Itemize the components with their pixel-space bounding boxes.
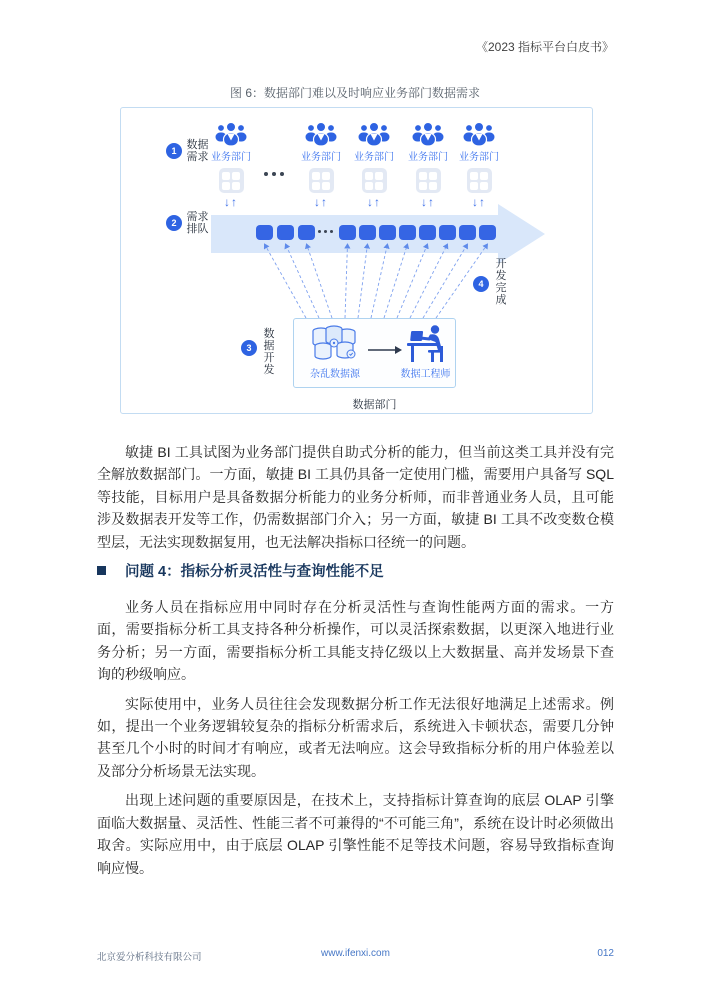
paragraph: 出现上述问题的重要原因是，在技术上，支持指标计算查询的底层 OLAP 引擎面临大数据量、灵活性、性能三者不可兼得的“不可能三角”，系统在设计时必须做出取舍。实际应用中，由于底层 OLAP 引擎性能不足等技术问题，容易导致指标查询响应慢。 [97, 792, 614, 876]
queued-request [439, 225, 456, 240]
updown-arrows-icon: ↓↑ [472, 195, 486, 209]
figure-caption: 图 6：数据部门难以及时响应业务部门数据需求 [229, 86, 480, 100]
data-engineer-group [398, 323, 453, 380]
step-4-label: 开发完成 [495, 258, 507, 306]
request-grid-icon [467, 168, 492, 193]
queued-request [459, 225, 476, 240]
request-grid-icon [309, 168, 334, 193]
queued-request [379, 225, 396, 240]
queued-request [277, 225, 294, 240]
figure-6-diagram [120, 107, 593, 414]
data-engineer-icon [404, 323, 448, 363]
business-dept-label: 业务部门 [459, 152, 499, 163]
step-2-badge: 2 [166, 215, 182, 231]
step-1-label: 数据需求 [186, 139, 209, 163]
data-dept-label: 数据部门 [352, 399, 397, 411]
updown-arrows-icon: ↓↑ [367, 195, 381, 209]
messy-source-group [302, 323, 368, 380]
queued-request [339, 225, 356, 240]
footer-url: www.ifenxi.com [321, 948, 390, 959]
queued-request [479, 225, 496, 240]
people-group-icon [461, 121, 497, 147]
data-dept-box [293, 318, 456, 388]
request-grid-icon [219, 168, 244, 193]
flow-arrow-icon [368, 345, 402, 355]
ellipsis-dots [318, 230, 333, 233]
queued-request [399, 225, 416, 240]
people-group-icon [356, 121, 392, 147]
step-3-label: 数据开发 [263, 328, 275, 376]
people-group-icon [303, 121, 339, 147]
business-dept-label: 业务部门 [354, 152, 394, 163]
footer-page-number: 012 [597, 948, 614, 959]
business-dept-label: 业务部门 [211, 152, 251, 163]
business-dept-group [344, 121, 404, 208]
data-engineer-label: 数据工程师 [400, 369, 451, 380]
queued-request [256, 225, 273, 240]
queued-request [298, 225, 315, 240]
heading-text: 问题 4：指标分析灵活性与查询性能不足 [125, 564, 384, 581]
business-dept-group [201, 121, 261, 208]
step-4-badge: 4 [473, 276, 489, 292]
step-1-badge: 1 [166, 143, 182, 159]
queued-request [359, 225, 376, 240]
request-grid-icon [362, 168, 387, 193]
problem-4-heading [97, 560, 614, 581]
step-2-label: 需求排队 [186, 211, 209, 235]
business-dept-group [291, 121, 351, 208]
paragraph: 敏捷 BI 工具试图为业务部门提供自助式分析的能力，但当前这类工具并没有完全解放数据部门。一方面，敏捷 BI 工具仍具备一定使用门槛，需要用户具备写 SQL 等技能，目标用户是具备数据分析能力的业务分析师，而非普通业务人员，且可能涉及数据表开发等工作，仍需数据部门介入；另一方面，敏捷 BI 工具不改变数仓模型层，无法实现数据复用，也无法解决指标口径统一的问题。 [97, 444, 614, 550]
request-grid-icon [416, 168, 441, 193]
people-group-icon [410, 121, 446, 147]
messy-source-label: 杂乱数据源 [310, 369, 360, 380]
updown-arrows-icon: ↓↑ [224, 195, 238, 209]
database-cluster-icon [307, 323, 363, 363]
paragraph: 实际使用中，业务人员往往会发现数据分析工作无法很好地满足上述需求。例如，提出一个业务逻辑较复杂的指标分析需求后，系统进入卡顿状态，需要几分钟甚至几个小时的时间才有响应，或者无法响应。这会导致指标分析的用户体验差以及部分分析场景无法实现。 [97, 695, 614, 779]
business-dept-group [449, 121, 509, 208]
updown-arrows-icon: ↓↑ [314, 195, 328, 209]
step-3-badge: 3 [241, 340, 257, 356]
people-group-icon [213, 121, 249, 147]
business-dept-label: 业务部门 [301, 152, 341, 163]
square-bullet-icon [97, 566, 106, 575]
body-content [97, 441, 614, 886]
updown-arrows-icon: ↓↑ [421, 195, 435, 209]
ellipsis-dots [264, 172, 284, 176]
business-dept-label: 业务部门 [408, 152, 448, 163]
queued-request [419, 225, 436, 240]
footer-company: 北京爱分析科技有限公司 [97, 952, 202, 963]
paragraph: 业务人员在指标应用中同时存在分析灵活性与查询性能两方面的需求。一方面，需要指标分析工具支持各种分析操作，可以灵活探索数据，以更深入地进行业务分析；另一方面，需要指标分析工具能支持亿级以上大数据量、高并发场景下查询的秒级响应。 [97, 599, 614, 683]
page-footer [97, 948, 614, 962]
page-header-title: 《2023 指标平台白皮书》 [475, 40, 614, 54]
